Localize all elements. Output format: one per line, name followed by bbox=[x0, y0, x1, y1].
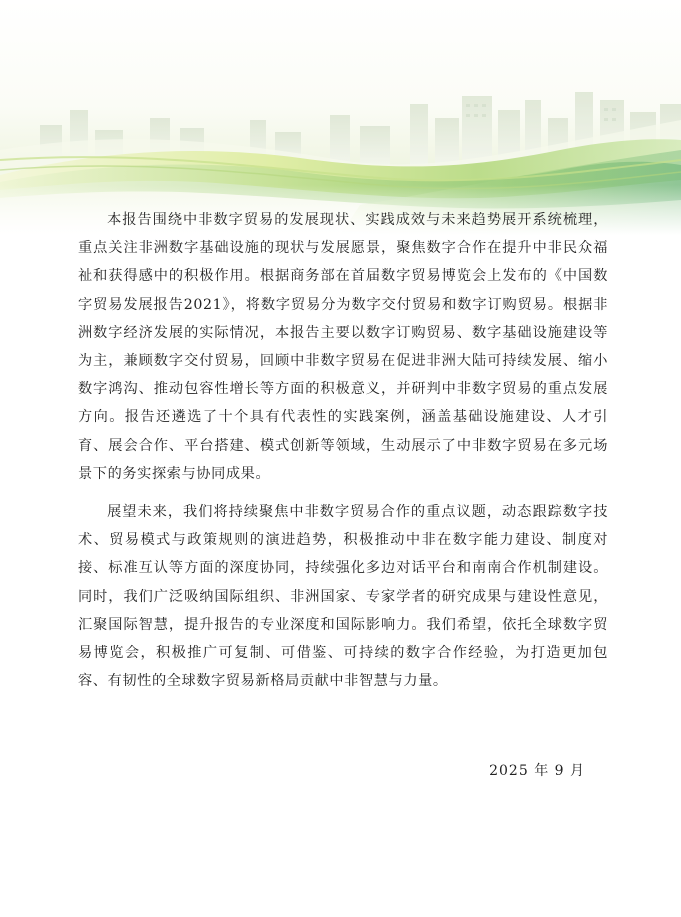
date: 2025 年 9 月 bbox=[489, 763, 585, 779]
paragraph: 本报告围绕中非数字贸易的发展现状、实践成效与未来趋势展开系统梳理，重点关注非洲数字基础设施的现状与发展愿景，聚焦数字合作在提升中非民众福祉和获得感中的积极作用。根据商务部在首届数字贸易博览会上发布的《中国数字贸易发展报告2021》，将数字贸易分为数字交付贸易和数字订购贸易。根据非洲数字经济发展的实际情况，本报告主要以数字订购贸易、数字基础设施建设等为主，兼顾数字交付贸易，回顾中非数字贸易在促进非洲大陆可持续发展、缩小数字鸿沟、推动包容性增长等方面的积极意义，并研判中非数字贸易的重点发展方向。报告还遴选了十个具有代表性的实践案例，涵盖基础设施建设、人才引育、展会合作、平台搭建、模式创新等领域，生动展示了中非数字贸易在多元场景下的务实探索与协同成果。 bbox=[78, 212, 608, 482]
paragraph: 展望未来，我们将持续聚焦中非数字贸易合作的重点议题，动态跟踪数字技术、贸易模式与政策规则的演进趋势，积极推动中非在数字能力建设、制度对接、标准互认等方面的深度协同，持续强化多边对话平台和南南合作机制建设。同时，我们广泛吸纳国际组织、非洲国家、专家学者的研究成果与建设性意见，汇聚国际智慧，提升报告的专业深度和国际影响力。我们希望，依托全球数字贸易博览会，积极推广可复制、可借鉴、可持续的数字合作经验，为打造更加包容、有韧性的全球数字贸易新格局贡献中非智慧与力量。 bbox=[78, 504, 608, 690]
body-text bbox=[78, 206, 608, 695]
decorative-city-banner bbox=[0, 0, 681, 235]
